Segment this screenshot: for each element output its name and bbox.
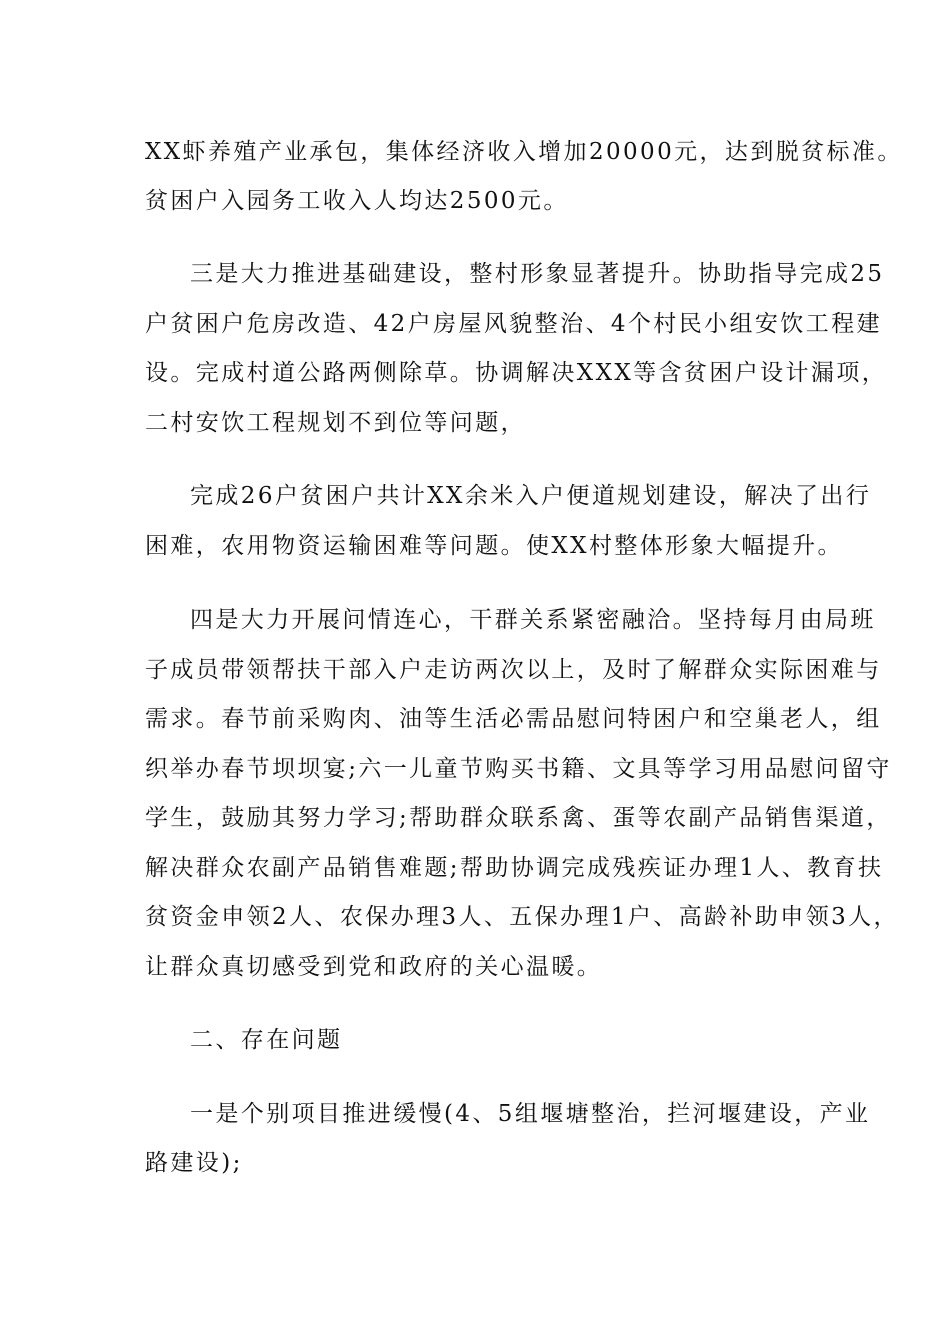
section-heading: 二、存在问题	[190, 1027, 343, 1053]
text-line: 让群众真切感受到党和政府的关心温暖。	[145, 954, 603, 980]
paragraph-first-line: 三是大力推进基础建设，整村形象显著提升。协助指导完成25	[190, 261, 885, 287]
text-line: 贫资金申领2人、农保办理3人、五保办理1户、高龄补助申领3人，	[145, 904, 899, 930]
paragraph-first-line: 四是大力开展问情连心，干群关系紧密融洽。坚持每月由局班	[190, 607, 876, 633]
paragraph-first-line: 一是个别项目推进缓慢(4、5组堰塘整治，拦河堰建设，产业	[190, 1101, 871, 1127]
text-line: XX虾养殖产业承包，集体经济收入增加20000元，达到脱贫标准。	[145, 139, 903, 165]
text-line: 解决群众农副产品销售难题;帮助协调完成残疾证办理1人、教育扶	[145, 855, 884, 881]
text-line: 困难，农用物资运输困难等问题。使XX村整体形象大幅提升。	[145, 533, 843, 559]
text-line: 设。完成村道公路两侧除草。协调解决XXX等含贫困户设计漏项，	[145, 360, 888, 386]
text-line: 二村安饮工程规划不到位等问题，	[145, 410, 526, 436]
text-line: 户贫困户危房改造、42户房屋风貌整治、4个村民小组安饮工程建	[145, 311, 882, 337]
text-line: 子成员带领帮扶干部入户走访两次以上，及时了解群众实际困难与	[145, 657, 882, 683]
text-line: 织举办春节坝坝宴;六一儿童节购买书籍、文具等学习用品慰问留守	[145, 756, 892, 782]
text-line: 路建设);	[145, 1150, 243, 1176]
paragraph-first-line: 完成26户贫困户共计XX余米入户便道规划建设，解决了出行	[190, 483, 872, 509]
text-line: 学生，鼓励其努力学习;帮助群众联系禽、蛋等农副产品销售渠道，	[145, 805, 892, 831]
text-line: 需求。春节前采购肉、油等生活必需品慰问特困户和空巢老人，组	[145, 706, 882, 732]
text-line: 贫困户入园务工收入人均达2500元。	[145, 188, 569, 214]
